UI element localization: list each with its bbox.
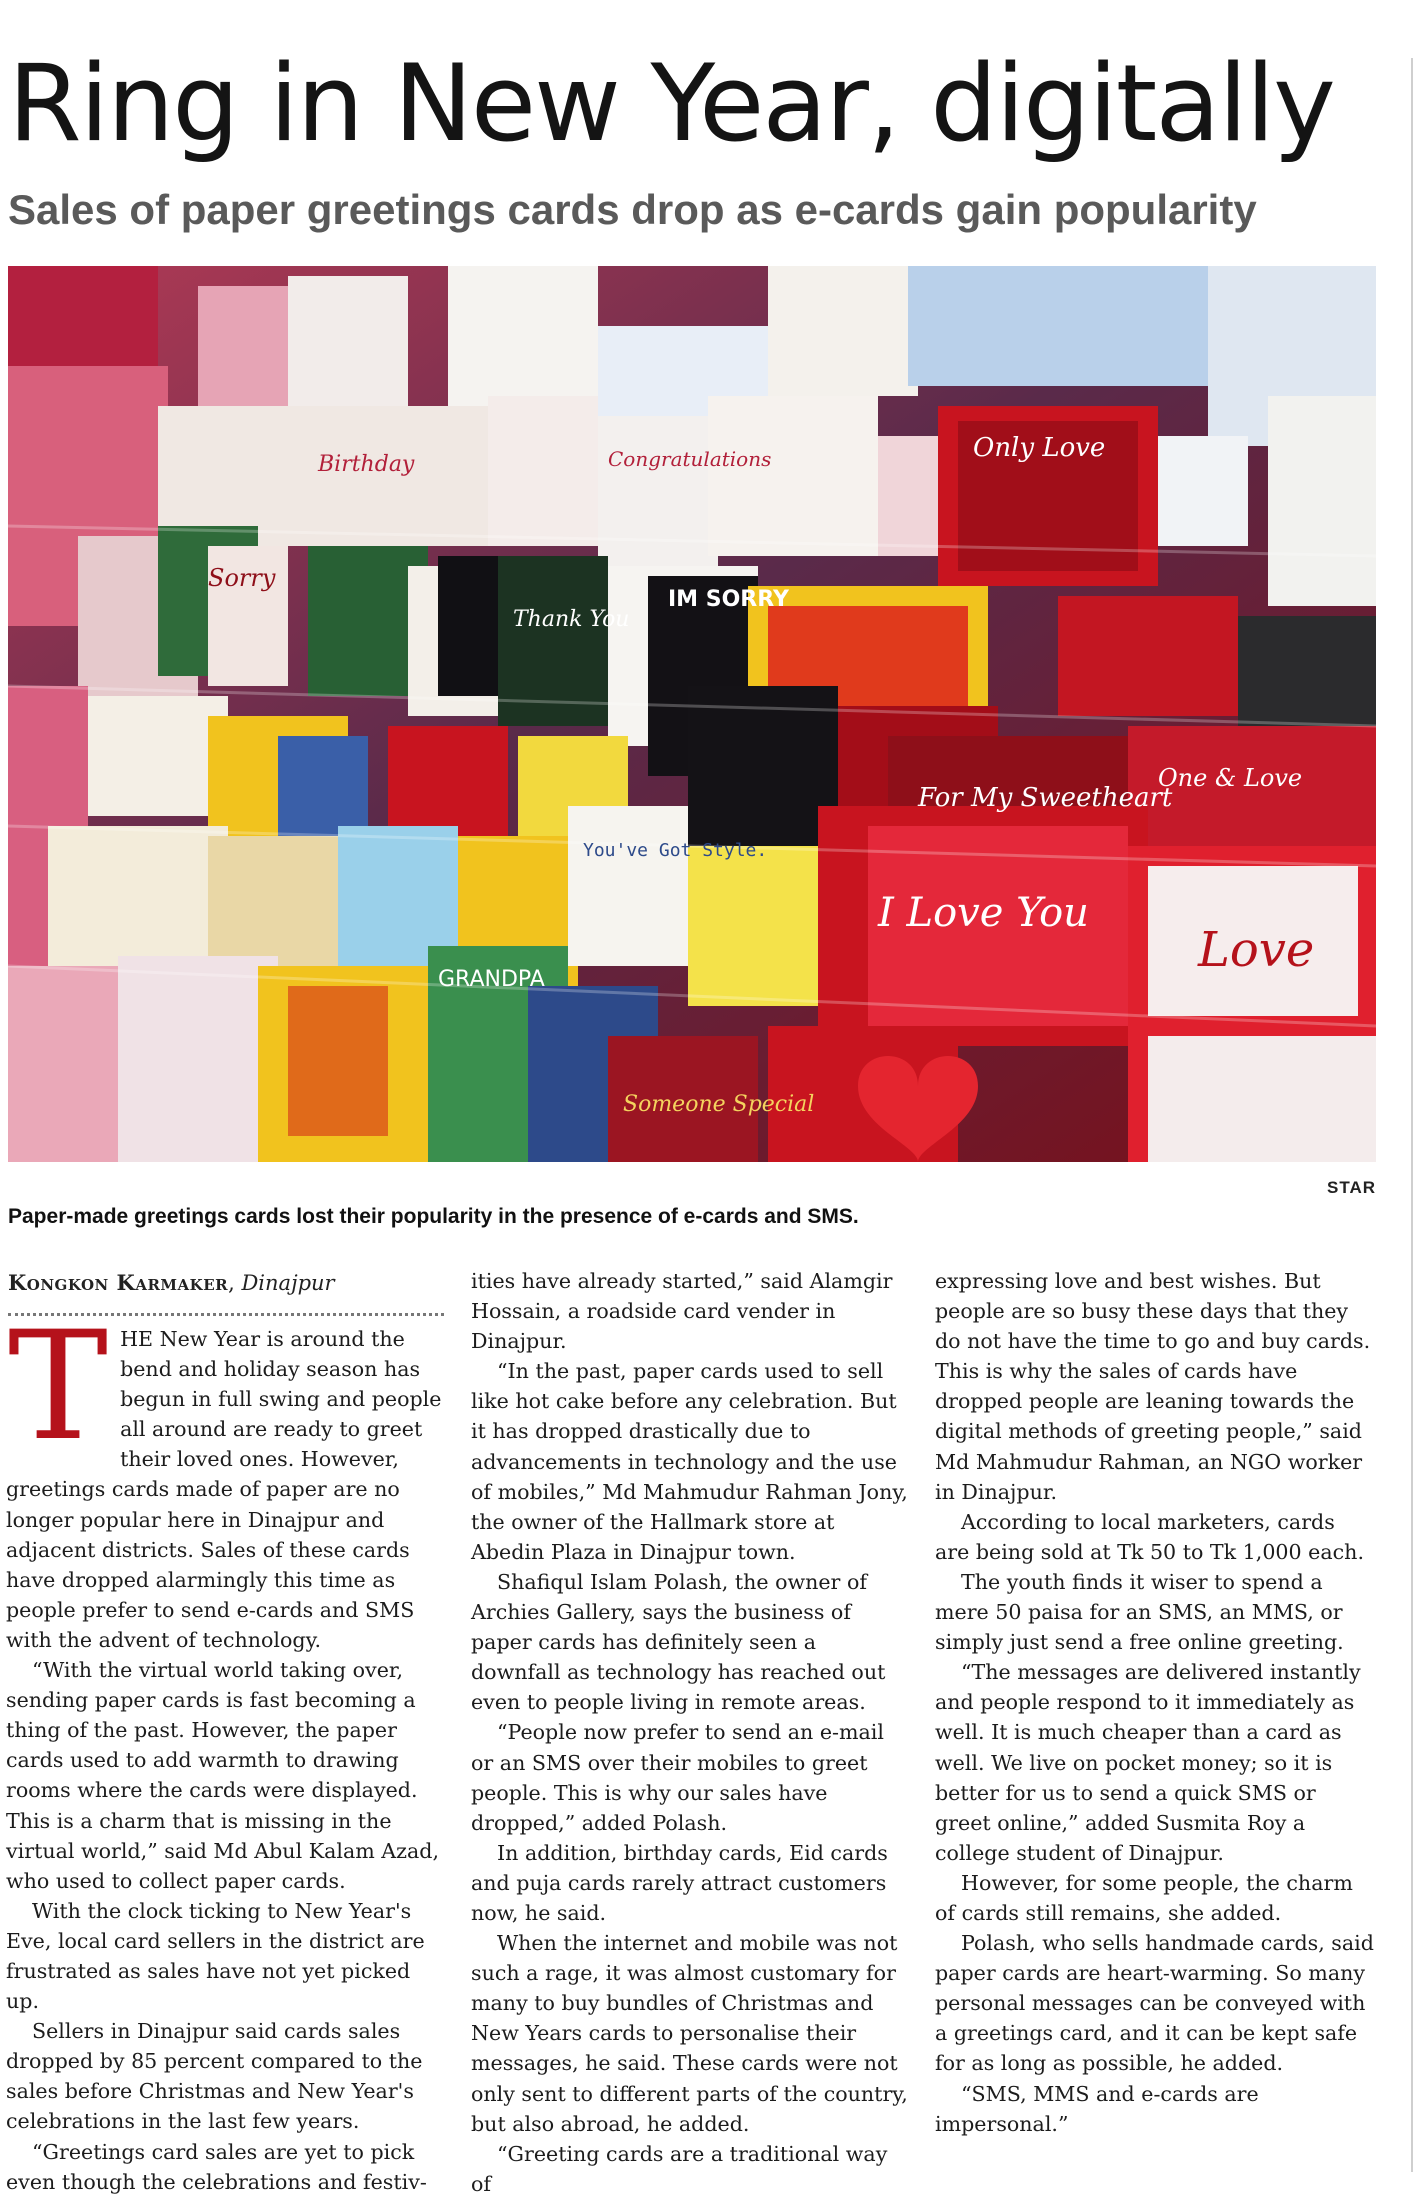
card-text: IM SORRY: [668, 587, 789, 612]
drop-cap: T: [8, 1300, 109, 1474]
article-column-1: [6, 1300, 446, 2197]
photo-credit: STAR: [1326, 1178, 1376, 1197]
article-paragraph: The youth finds it wiser to spend a mere 50 paisa for an SMS, an MMS, or simply just send a free online greeting.: [935, 1569, 1344, 1655]
article-paragraph: “People now prefer to send an e-mail or an SMS over their mobiles to greet people. This is why our sales have dropped,” added Polash.: [471, 1720, 884, 1835]
article-column-2: [471, 1266, 911, 2199]
subheadline: Sales of paper greetings cards drop as e-cards gain popularity: [8, 186, 1257, 233]
card-text: Someone Special: [623, 1092, 815, 1117]
byline: [8, 1270, 335, 1295]
article-paragraph: When the internet and mobile was not such a rage, it was almost customary for many to buy bundles of Christmas and New Years cards to personalise their messages, he said. These cards were not only sent to different parts of the country, but also abroad, he added.: [471, 1931, 908, 2136]
card-text: Congratulations: [608, 447, 772, 471]
headline: Ring in New Year, digitally: [8, 42, 1334, 165]
card-text: Birthday: [318, 452, 415, 477]
greeting-cards-photo-illustration: [8, 266, 1376, 1162]
card-text: You've Got Style.: [583, 840, 768, 861]
byline-separator: ,: [228, 1271, 242, 1295]
article-paragraph: With the clock ticking to New Year's Eve, local card sellers in the district are frustrated as sales have not yet picked up.: [6, 1898, 425, 2014]
page-edge-line: [1411, 58, 1413, 2172]
article-paragraph: “SMS, MMS and e-cards are impersonal.”: [935, 2081, 1259, 2136]
card-text: GRANDPA: [438, 967, 545, 992]
card-text: Thank You: [513, 607, 630, 632]
article-paragraph: “Greetings card sales are yet to pick even though the celebrations and festiv-: [6, 2139, 427, 2194]
article-paragraph: “With the virtual world taking over, sending paper cards is fast becoming a thing of the past. However, the paper cards used to add warmth to drawing rooms where the cards were displayed. This is a charm that is missing in the virtual world,” said Md Abul Kalam Azad, who used to collect paper cards.: [6, 1658, 440, 1893]
card-text: I Love You: [878, 890, 1089, 936]
article-paragraph: Shafiqul Islam Polash, the owner of Archies Gallery, says the business of paper cards has definitely seen a downfall as technology has reached out even to people living in remote areas.: [471, 1569, 886, 1715]
article-paragraph: expressing love and best wishes. But people are so busy these days that they do not have the time to go and buy cards. This is why the sales of cards have dropped people are leaning towards the digital methods of greeting people,” said Md Mahmudur Rahman, an NGO worker in Dinajpur.: [935, 1269, 1371, 1504]
article-paragraph: However, for some people, the charm of cards still remains, she added.: [935, 1870, 1353, 1925]
article-paragraph: Polash, who sells handmade cards, said paper cards are heart-warming. So many personal messages can be conveyed with a greetings card, and it can be kept safe for as long as possible, he added.: [935, 1931, 1374, 2076]
card-text: Love: [1198, 922, 1315, 978]
article-paragraph: “Greeting cards are a traditional way of: [471, 2141, 888, 2196]
article-paragraph: “The messages are delivered instantly and people respond to it immediately as well. It is much cheaper than a card as well. We live on pocket money; so it is better for us to send a quick SMS or greet online,” added Susmita Roy a college student of Dinajpur.: [935, 1660, 1361, 1865]
paragraph-text: HE New Year is around the bend and holiday season has begun in full swing and people all around are ready to greet their loved ones. However, greetings cards made of paper are no longer popular here in Dinajpur and adjacent districts. Sales of these cards have dropped alarmingly this time as people prefer to send e-cards and SMS with the advent of technology.: [6, 1327, 442, 1652]
card-text: For My Sweetheart: [918, 783, 1173, 813]
article-paragraph: [6, 1300, 446, 1655]
article-column-3: [935, 1266, 1375, 2139]
byline-location: Dinajpur: [241, 1271, 335, 1295]
card-text: One & Love: [1158, 764, 1303, 792]
article-paragraph: In addition, birthday cards, Eid cards and puja cards rarely attract customers now, he said.: [471, 1840, 888, 1925]
article-paragraph: Sellers in Dinajpur said cards sales dropped by 85 percent compared to the sales before Christmas and New Year's celebrations in the last few years.: [6, 2019, 423, 2134]
greeting-cards-photo: [8, 266, 1376, 1162]
card-text: Only Love: [973, 433, 1106, 463]
article-paragraph: According to local marketers, cards are being sold at Tk 50 to Tk 1,000 each.: [935, 1509, 1364, 1564]
article-paragraph: ities have already started,” said Alamgir Hossain, a roadside card vender in Dinajpur.: [471, 1269, 893, 1354]
card-text: Sorry: [208, 564, 276, 592]
article-paragraph: “In the past, paper cards used to sell like hot cake before any celebration. But it has dropped drastically due to advancements in technology and the use of mobiles,” Md Mahmudur Rahman Jony, the owner of the Hallmark store at Abedin Plaza in Dinajpur town.: [471, 1359, 908, 1564]
byline-author: Kongkon Karmaker: [8, 1270, 229, 1295]
photo-caption: Paper-made greetings cards lost their popularity in the presence of e-cards and SMS.: [8, 1205, 859, 1228]
